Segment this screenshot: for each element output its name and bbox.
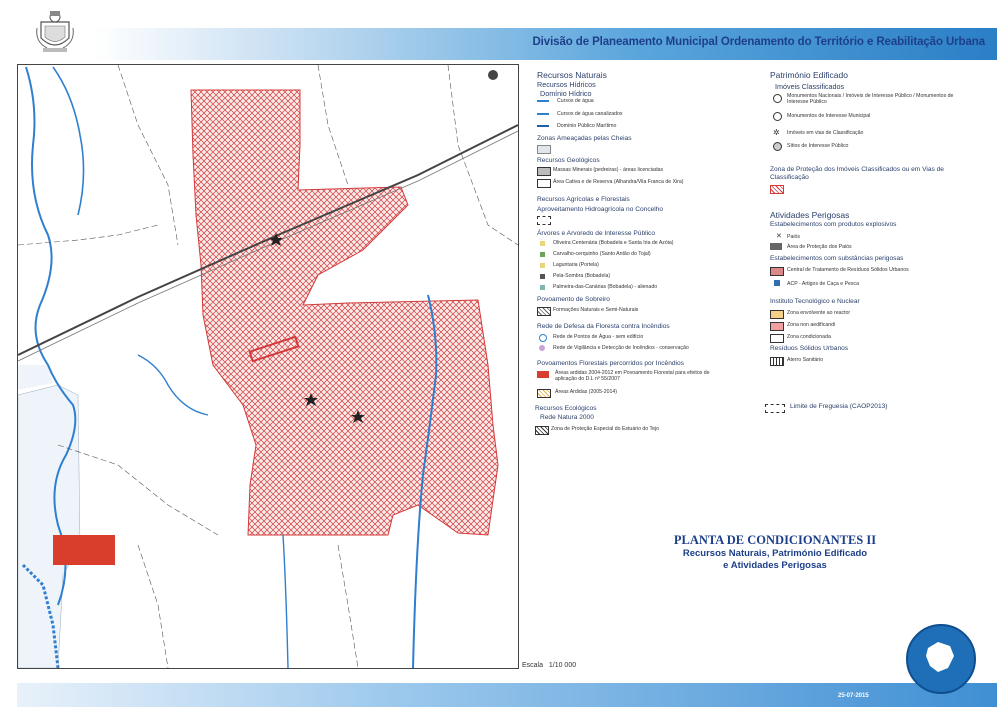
municipality-logo-icon <box>906 624 976 694</box>
plan-title-line3: e Atividades Perigosas <box>723 560 827 571</box>
tree-icon <box>540 241 545 246</box>
legend-item: Massas Minerais (pedreiras) - áreas licenciadas <box>553 167 664 173</box>
legend-heading: Domínio Hídrico <box>540 89 592 98</box>
legend-heading: Povoamentos Florestais percorridos por Incêndios <box>537 360 684 367</box>
plan-title-line2: Recursos Naturais, Património Edificado <box>682 548 868 559</box>
tree-icon <box>540 252 545 257</box>
conditioned-zone-symbol <box>770 334 784 343</box>
legend-item: Formações Naturais e Semi-Naturais <box>553 307 639 313</box>
plan-title <box>600 533 950 572</box>
road <box>338 545 358 668</box>
canal-symbol <box>537 113 549 122</box>
landfill-symbol <box>770 357 784 366</box>
legend-item: Paiós <box>787 234 800 240</box>
dpm-area <box>18 365 53 390</box>
legend-heading: Estabelecimentos com produtos explosivos <box>770 221 897 228</box>
map-frame[interactable] <box>17 64 519 669</box>
road <box>318 65 348 185</box>
map-canvas <box>18 65 518 668</box>
legend-heading: Zonas Ameaçadas pelas Cheias <box>537 135 632 142</box>
legend-item: Rede de Pontos de Água - sem edifício <box>553 334 644 340</box>
road <box>138 545 168 668</box>
national-monument-icon <box>773 94 782 103</box>
legend-recursos-naturais: Recursos Naturais <box>537 70 607 80</box>
plan-title-line1: PLANTA DE CONDICIONANTES II <box>673 533 877 547</box>
legend-item: Área Cativa e de Reserva (Alhandra/Vila Franca de Xira) <box>553 179 684 185</box>
legend-heading: Zona de Proteção dos Imóveis Classificados ou em Vias de Classificação <box>770 166 944 181</box>
footer-date: 25-07-2015 <box>838 693 869 699</box>
legend-heading: Aproveitamento Hidroagrícola no Concelho <box>537 206 664 213</box>
parish-hatched-area <box>191 90 498 535</box>
water-course-symbol <box>537 100 549 109</box>
burnt-area-symbol <box>537 389 551 398</box>
river <box>53 67 84 215</box>
cork-oak-symbol <box>537 307 551 316</box>
legend-item: Zona non aedificandi <box>787 322 836 328</box>
burnt-forest-symbol <box>537 371 549 378</box>
road <box>118 65 178 245</box>
public-interest-site-icon <box>773 142 782 151</box>
legend-item: ACP - Artigos de Caça e Pesca <box>787 281 859 287</box>
legend-heading: Árvores e Arvoredo de Interesse Público <box>537 230 656 237</box>
legend-patrimonio: Património Edificado <box>770 70 848 80</box>
legend-item: Palmeira-das-Canárias (Bobadela) - alienado <box>553 284 658 290</box>
legend-atividades: Atividades Perigosas <box>770 210 850 220</box>
legend-item: Oliveira Centenária (Bobadela e Santa Iria de Azóia) <box>553 240 674 246</box>
dpm-symbol <box>537 125 549 134</box>
scale-text: Escala <box>522 662 544 669</box>
legend-item: Cursos de água canalizados <box>557 111 623 117</box>
non-building-zone-symbol <box>770 322 784 331</box>
waste-treatment-symbol <box>770 267 784 276</box>
legend-item: Aterro Sanitário <box>787 357 824 363</box>
legend-heading: Rede Natura 2000 <box>540 414 594 421</box>
reserve-area-symbol <box>537 179 551 188</box>
legend-heading: Recursos Hídricos <box>537 80 596 89</box>
municipal-crest-icon <box>33 8 77 54</box>
fire-area <box>53 535 115 565</box>
reference-point-icon <box>488 70 498 80</box>
legend-heading: Povoamento de Sobreiro <box>537 296 610 303</box>
protection-zone-symbol <box>770 185 784 194</box>
legend-heading: Recursos Agrícolas e Florestais <box>537 196 630 203</box>
legend-item: Imóveis em vias de Classificação <box>787 130 864 136</box>
water-point-icon <box>539 334 547 342</box>
legend-item: Central de Tratamento de Resíduos Sólidos Urbanos <box>787 267 909 273</box>
legend-item: Limite de Freguesia (CAOP2013) <box>790 403 888 410</box>
legend-heading: Recursos Ecológicos <box>535 405 597 412</box>
legend-item: Monumentos de Interesse Municipal <box>787 113 871 119</box>
scale-value: 1/10 000 <box>548 662 577 669</box>
municipal-monument-icon <box>773 112 782 121</box>
quarry-symbol <box>537 167 551 176</box>
flood-zone-symbol <box>537 145 551 154</box>
parish-limit-symbol <box>765 404 785 413</box>
legend-heading: Imóveis Classificados <box>775 82 845 91</box>
legend-item: Pela-Sombra (Bobadela) <box>553 273 611 279</box>
natura-symbol <box>535 426 549 435</box>
legend-item: Cursos de água <box>557 98 594 104</box>
legend-heading: Resíduos Sólidos Urbanos <box>770 345 849 352</box>
classification-pending-icon: ✲ <box>773 128 780 137</box>
legend-item: Áreas ardidas 2004-2012 em Povoamento Florestal para efeitos de aplicação do D.L nº 55/2007 <box>555 370 710 382</box>
hunting-shop-icon <box>774 280 780 286</box>
estuary-area <box>18 385 80 668</box>
legend-heading: Rede de Defesa da Floresta contra Incêndios <box>537 323 670 330</box>
watchtower-icon <box>539 345 545 351</box>
legend-item: Área de Proteção dos Paiós <box>787 244 852 250</box>
legend-item: Laguntaria (Portela) <box>553 262 599 268</box>
legend-item: Monumentos Nacionais / Imóveis de Interesse Público / Monumentos de Interesse Público <box>787 93 954 105</box>
tree-icon <box>540 285 545 290</box>
tree-icon <box>540 263 545 268</box>
road <box>58 445 218 535</box>
irrigation-symbol <box>537 216 551 225</box>
magazine-protection-symbol <box>770 243 782 250</box>
legend-item: Zona envolvente ao reactor <box>787 310 851 316</box>
scale-label <box>522 662 576 669</box>
header-title: Divisão de Planeamento Municipal Ordenamento do Território e Reabilitação Urbana <box>532 36 985 48</box>
magazine-icon: ✕ <box>776 233 782 240</box>
legend-item: Rede de Vigilância e Detecção de Incêndios - conservação <box>553 345 689 351</box>
legend-heading: Recursos Geológicos <box>537 157 600 164</box>
legend-item: Domínio Público Marítimo <box>557 123 617 129</box>
legend-heading: Instituto Tecnológico e Nuclear <box>770 298 860 305</box>
river <box>138 355 208 415</box>
legend-item: Zona de Proteção Especial do Estuário do Tejo <box>551 426 660 432</box>
legend-heading: Estabelecimentos com substâncias perigosas <box>770 255 904 262</box>
legend-item: Áreas Ardidas (2005-2014) <box>555 389 617 395</box>
legend-item: Carvalho-cerquinho (Santo Antão do Tojal) <box>553 251 651 257</box>
road <box>18 225 158 245</box>
river <box>283 535 288 668</box>
legend-item: Sítios de Interesse Público <box>787 143 849 149</box>
reactor-zone-symbol <box>770 310 784 319</box>
legend-item: Zona condicionada <box>787 334 831 340</box>
tree-icon <box>540 274 545 279</box>
